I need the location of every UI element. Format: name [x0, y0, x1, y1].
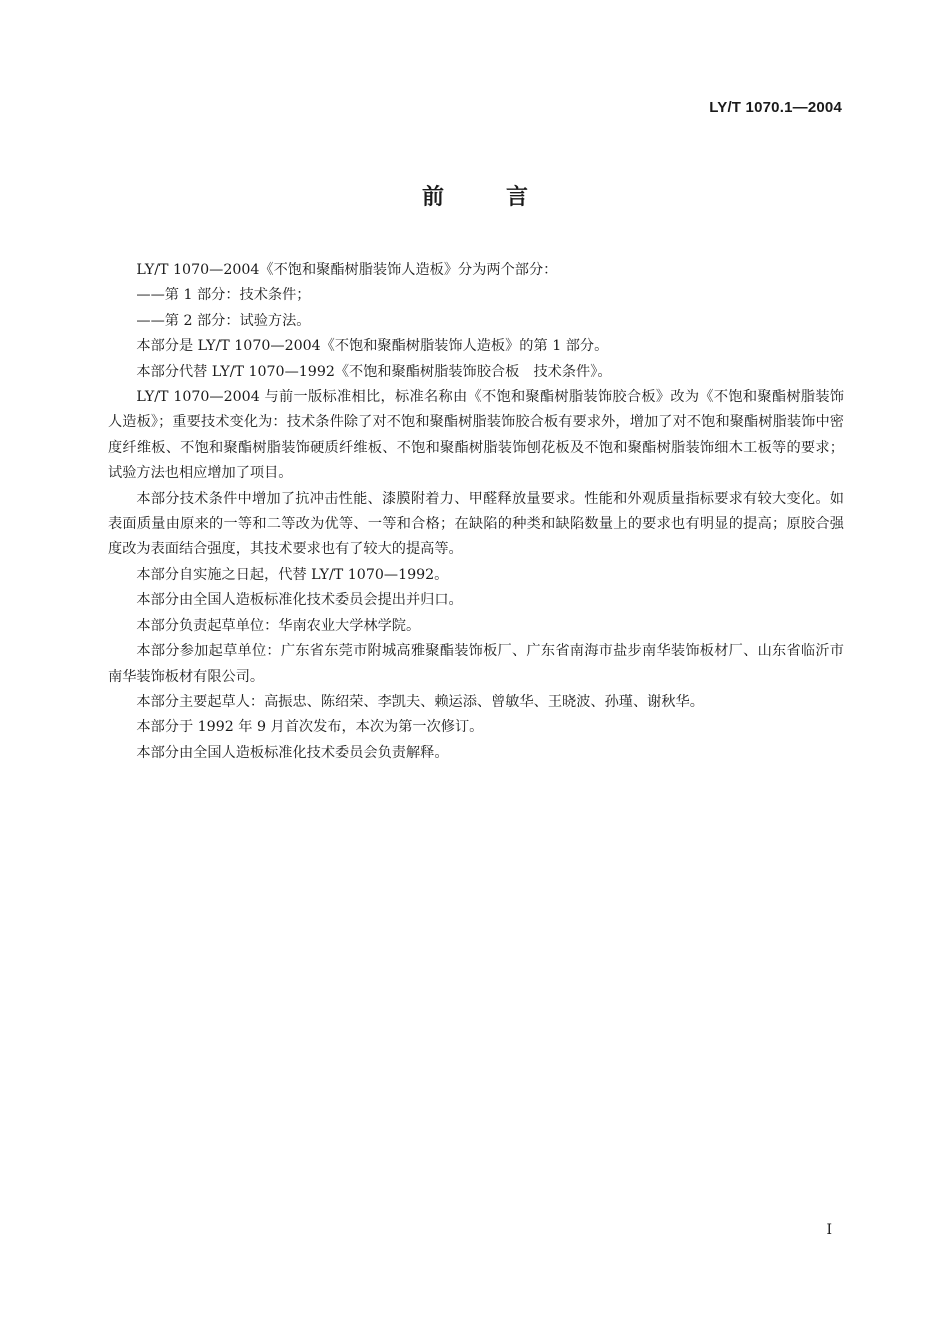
paragraph: 本部分由全国人造板标准化技术委员会提出并归口。 — [136, 592, 463, 609]
paragraph: LY/T 1070—2004《不饱和聚酯树脂装饰人造板》分为两个部分： — [136, 262, 558, 278]
paragraph: 本部分自实施之日起，代替 LY/T 1070—1992。 — [136, 566, 449, 583]
paragraph: ——第 1 部分：技术条件； — [136, 287, 311, 304]
paragraph: LY/T 1070—2004 与前一版标准相比，标准名称由《不饱和聚酯树脂装饰胶合板》改为《不饱和聚酯树脂装饰人造板》；重要技术变化为：技术条件除了对不饱和聚酯树脂装饰胶合板有要求外，增加了对不饱和聚酯树脂装饰中密度纤维板、不饱和聚酯树脂装饰硬质纤维板、不饱和聚酯树脂装饰刨花板及不饱和聚酯树脂装饰细木工板等的要求；试验方法也相应增加了项目。 — [108, 389, 844, 482]
paragraph: 本部分由全国人造板标准化技术委员会负责解释。 — [136, 744, 449, 761]
standard-code: LY/T 1070.1—2004 — [709, 99, 842, 116]
paragraph: 本部分负责起草单位：华南农业大学林学院。 — [136, 617, 421, 634]
paragraph: 本部分是 LY/T 1070—2004《不饱和聚酯树脂装饰人造板》的第 1 部分。 — [136, 338, 609, 355]
page-title: 前言 — [421, 185, 590, 210]
page-number: I — [826, 1222, 832, 1238]
paragraph: 本部分技术条件中增加了抗冲击性能、漆膜附着力、甲醛释放量要求。性能和外观质量指标要求有较大变化。如表面质量由原来的一等和二等改为优等、一等和合格；在缺陷的种类和缺陷数量上的要求也有明显的提高；原胶合强度改为表面结合强度，其技术要求也有了较大的提高等。 — [108, 490, 844, 558]
paragraph: 本部分参加起草单位：广东省东莞市附城高雅聚酯装饰板厂、广东省南海市盐步南华装饰板材厂、山东省临沂市南华装饰板材有限公司。 — [108, 643, 844, 685]
paragraph: 本部分于 1992 年 9 月首次发布，本次为第一次修订。 — [136, 719, 484, 736]
paragraph: ——第 2 部分：试验方法。 — [136, 312, 311, 329]
paragraph: 本部分代替 LY/T 1070—1992《不饱和聚酯树脂装饰胶合板 技术条件》。 — [136, 363, 612, 380]
foreword-body — [108, 258, 844, 766]
paragraph: 本部分主要起草人：高振忠、陈绍荣、李凯夫、赖运添、曾敏华、王晓波、孙瑾、谢秋华。 — [136, 693, 704, 710]
